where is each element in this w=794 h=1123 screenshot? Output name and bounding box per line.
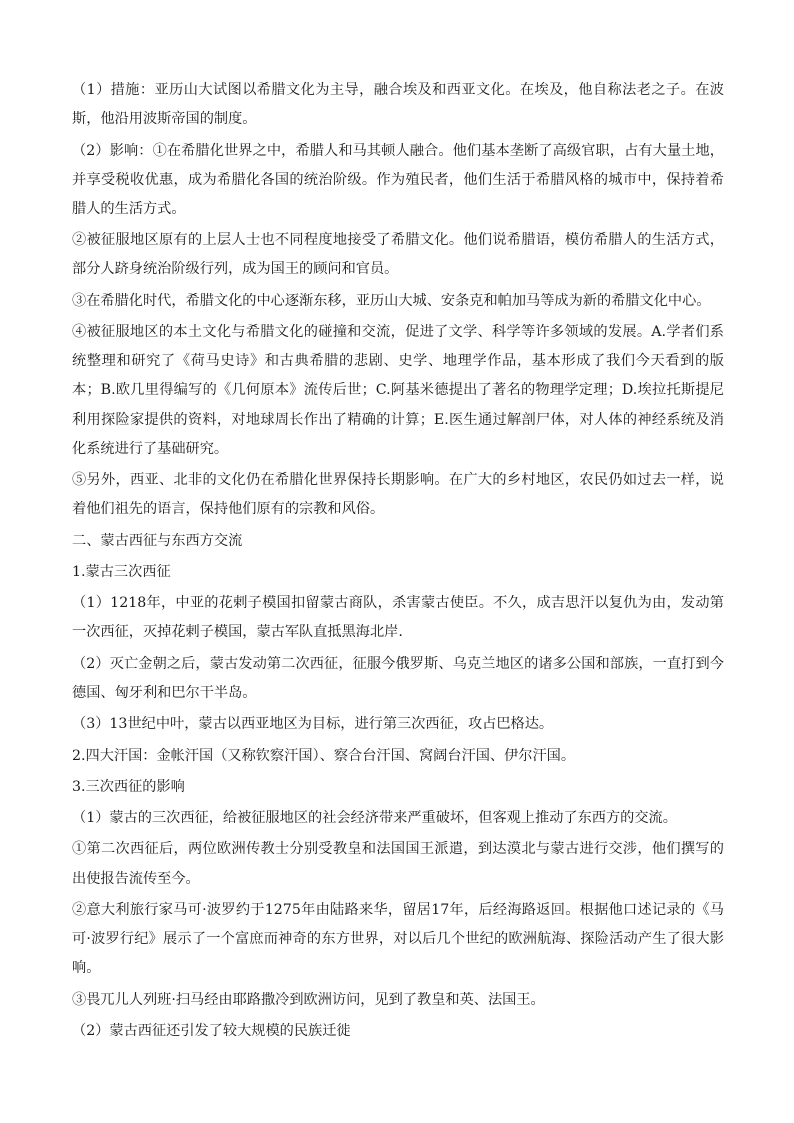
subheading-campaign-impact: 3.三次西征的影响 xyxy=(72,778,185,795)
paragraph-marco-polo: ②意大利旅行家马可·波罗约于1275年由陆路来华，留居17年，后经海路返回。根据他口述记录的《马可·波罗行纪》展示了一个富庶而神奇的东方世界，对以后几个世纪的欧洲航海、探险活动产生了很大影响。 xyxy=(72,901,724,977)
subheading-four-khanates: 2.四大汗国：金帐汗国（又称钦察汗国）、察合台汗国、窝阔台汗国、伊尔汗国。 xyxy=(72,747,576,764)
paragraph-measures: （1）措施：亚历山大试图以希腊文化为主导，融合埃及和西亚文化。在埃及，他自称法老之子。在波斯，他沿用波斯帝国的制度。 xyxy=(72,82,724,128)
paragraph-influence-2: ②被征服地区原有的上层人士也不同程度地接受了希腊文化。他们说希腊语，模仿希腊人的生活方式，部分人跻身统治阶级行列，成为国王的顾问和官员。 xyxy=(72,232,724,278)
paragraph-missionaries: ①第二次西征后，两位欧洲传教士分别受教皇和法国国王派遣，到达漠北与蒙古进行交涉，他们撰写的出使报告流传至今。 xyxy=(72,841,724,887)
paragraph-campaign-1: （1）1218年，中亚的花剌子模国扣留蒙古商队，杀害蒙古使臣。不久，成吉思汗以复仇为由，发动第一次西征，灭掉花剌子模国，蒙古军队直抵黑海北岸. xyxy=(72,595,724,641)
subheading-three-campaigns: 1.蒙古三次西征 xyxy=(72,563,171,580)
paragraph-influence-3: ③在希腊化时代，希腊文化的中心逐渐东移，亚历山大城、安条克和帕加马等成为新的希腊文化中心。 xyxy=(72,292,711,309)
paragraph-campaign-2: （2）灭亡金朝之后，蒙古发动第二次西征，征服今俄罗斯、乌克兰地区的诸多公国和部族，一直打到今德国、匈牙利和巴尔干半岛。 xyxy=(72,655,724,701)
paragraph-influence-4: ④被征服地区的本土文化与希腊文化的碰撞和交流，促进了文学、科学等许多领域的发展。A.学者们系统整理和研究了《荷马史诗》和古典希腊的悲剧、史学、地理学作品，基本形成了我们今天看到的版本；B.欧几里得编写的《几何原本》流传后世；C.阿基米德提出了著名的物理学定理；D.埃拉托斯提尼利用探险家提供的资料，对地球周长作出了精确的计算；E.医生通过解剖尸体，对人体的神经系统及消化系统进行了基础研究。 xyxy=(72,324,724,457)
paragraph-influence-1: （2）影响：①在希腊化世界之中，希腊人和马其顿人融合。他们基本垄断了高级官职，占有大量土地，并享受税收优惠，成为希腊化各国的统治阶级。作为殖民者，他们生活于希腊风格的城市中，保持着希腊人的生活方式。 xyxy=(72,142,724,217)
paragraph-campaign-3: （3）13世纪中叶，蒙古以西亚地区为目标，进行第三次西征，攻占巴格达。 xyxy=(72,716,554,733)
paragraph-rabban-sauma: ③畏兀儿人列班·扫马经由耶路撒冷到欧洲访问，见到了教皇和英、法国王。 xyxy=(72,991,545,1008)
section-heading: 二、蒙古西征与东西方交流 xyxy=(72,532,243,549)
paragraph-migration: （2）蒙古西征还引发了较大规模的民族迁徙 xyxy=(72,1022,351,1039)
document-body xyxy=(72,76,724,1048)
paragraph-impact-1: （1）蒙古的三次西征，给被征服地区的社会经济带来严重破坏，但客观上推动了东西方的交流。 xyxy=(72,810,677,827)
paragraph-influence-5: ⑤另外，西亚、北非的文化仍在希腊化世界保持长期影响。在广大的乡村地区，农民仍如过去一样，说着他们祖先的语言，保持他们原有的宗教和风俗。 xyxy=(72,472,724,518)
